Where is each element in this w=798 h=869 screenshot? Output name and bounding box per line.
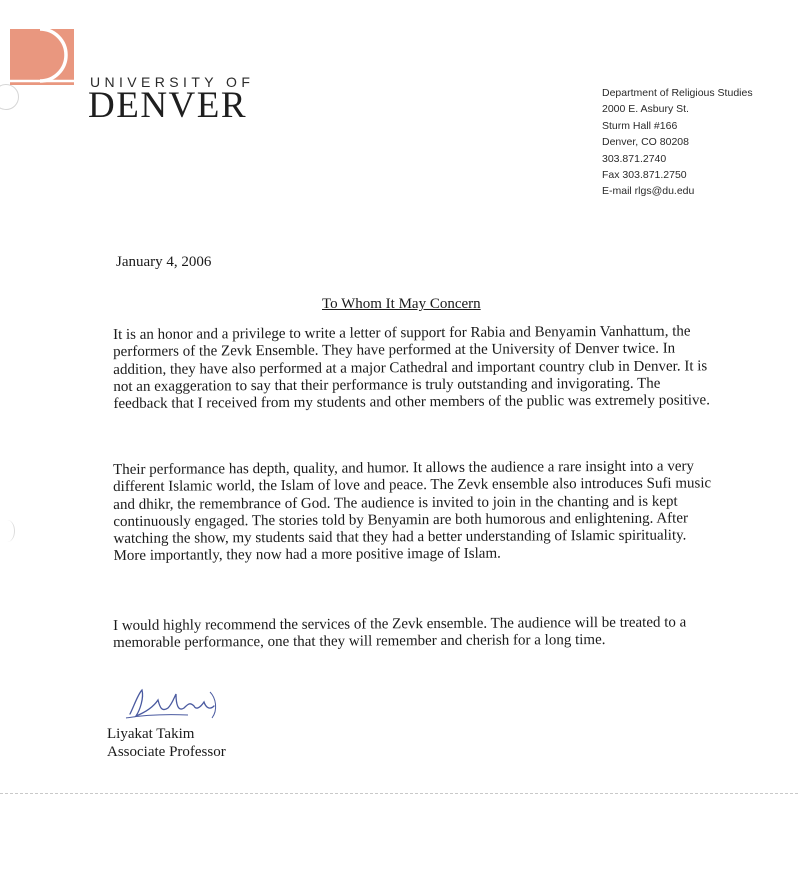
letterhead-university-of: UNIVERSITY OF xyxy=(90,74,255,90)
department-address-block xyxy=(602,85,753,200)
letter-paragraph-2: Their performance has depth, quality, and humor. It allows the audience a rare insight into a very different Islamic world, the Islam of love and peace. The Zevk ensemble also introduces Sufi music and dhikr, the remembrance of God. The audience is invited to join in the chanting and is kept continuously engaged. The stories told by Benyamin are both humorous and enlightening. After watching the show, my students said that they had a better understanding of Islamic spirituality. More importantly, they now had a more positive image of Islam. xyxy=(113,458,712,565)
signature-icon xyxy=(124,684,224,724)
address-city: Denver, CO 80208 xyxy=(602,136,689,149)
address-email: E-mail rlgs@du.edu xyxy=(602,185,695,198)
letter-salutation: To Whom It May Concern xyxy=(322,296,481,312)
address-department: Department of Religious Studies xyxy=(602,87,753,99)
address-street: 2000 E. Asbury St. xyxy=(602,103,689,116)
letter-date: January 4, 2006 xyxy=(116,254,212,270)
scan-edge-line xyxy=(0,793,798,794)
scan-margin-mark xyxy=(0,520,15,542)
address-fax: Fax 303.871.2750 xyxy=(602,169,687,182)
address-hall: Sturm Hall #166 xyxy=(602,119,678,132)
letterhead-denver: DENVER xyxy=(88,85,248,126)
signer-title: Associate Professor xyxy=(107,744,226,760)
university-logo-icon xyxy=(10,29,74,85)
address-phone: 303.871.2740 xyxy=(602,152,667,165)
letter-paragraph-1: It is an honor and a privilege to write a letter of support for Rabia and Benyamin Vanhattum, the performers of the Zevk Ensemble. They have performed at the University of Denver twice. In addition, they have also performed at a major Cathedral and important country club in Denver. It is not an exaggeration to say that their performance is truly outstanding and invigorating. The feedback that I received from my students and other members of the public was extremely positive. xyxy=(113,323,710,413)
signer-name: Liyakat Takim xyxy=(107,726,195,742)
letter-paragraph-3: I would highly recommend the services of the Zevk ensemble. The audience will be treated to a memorable performance, one that they will remember and cherish for a long time. xyxy=(113,614,687,652)
punch-hole-mark xyxy=(0,84,19,110)
